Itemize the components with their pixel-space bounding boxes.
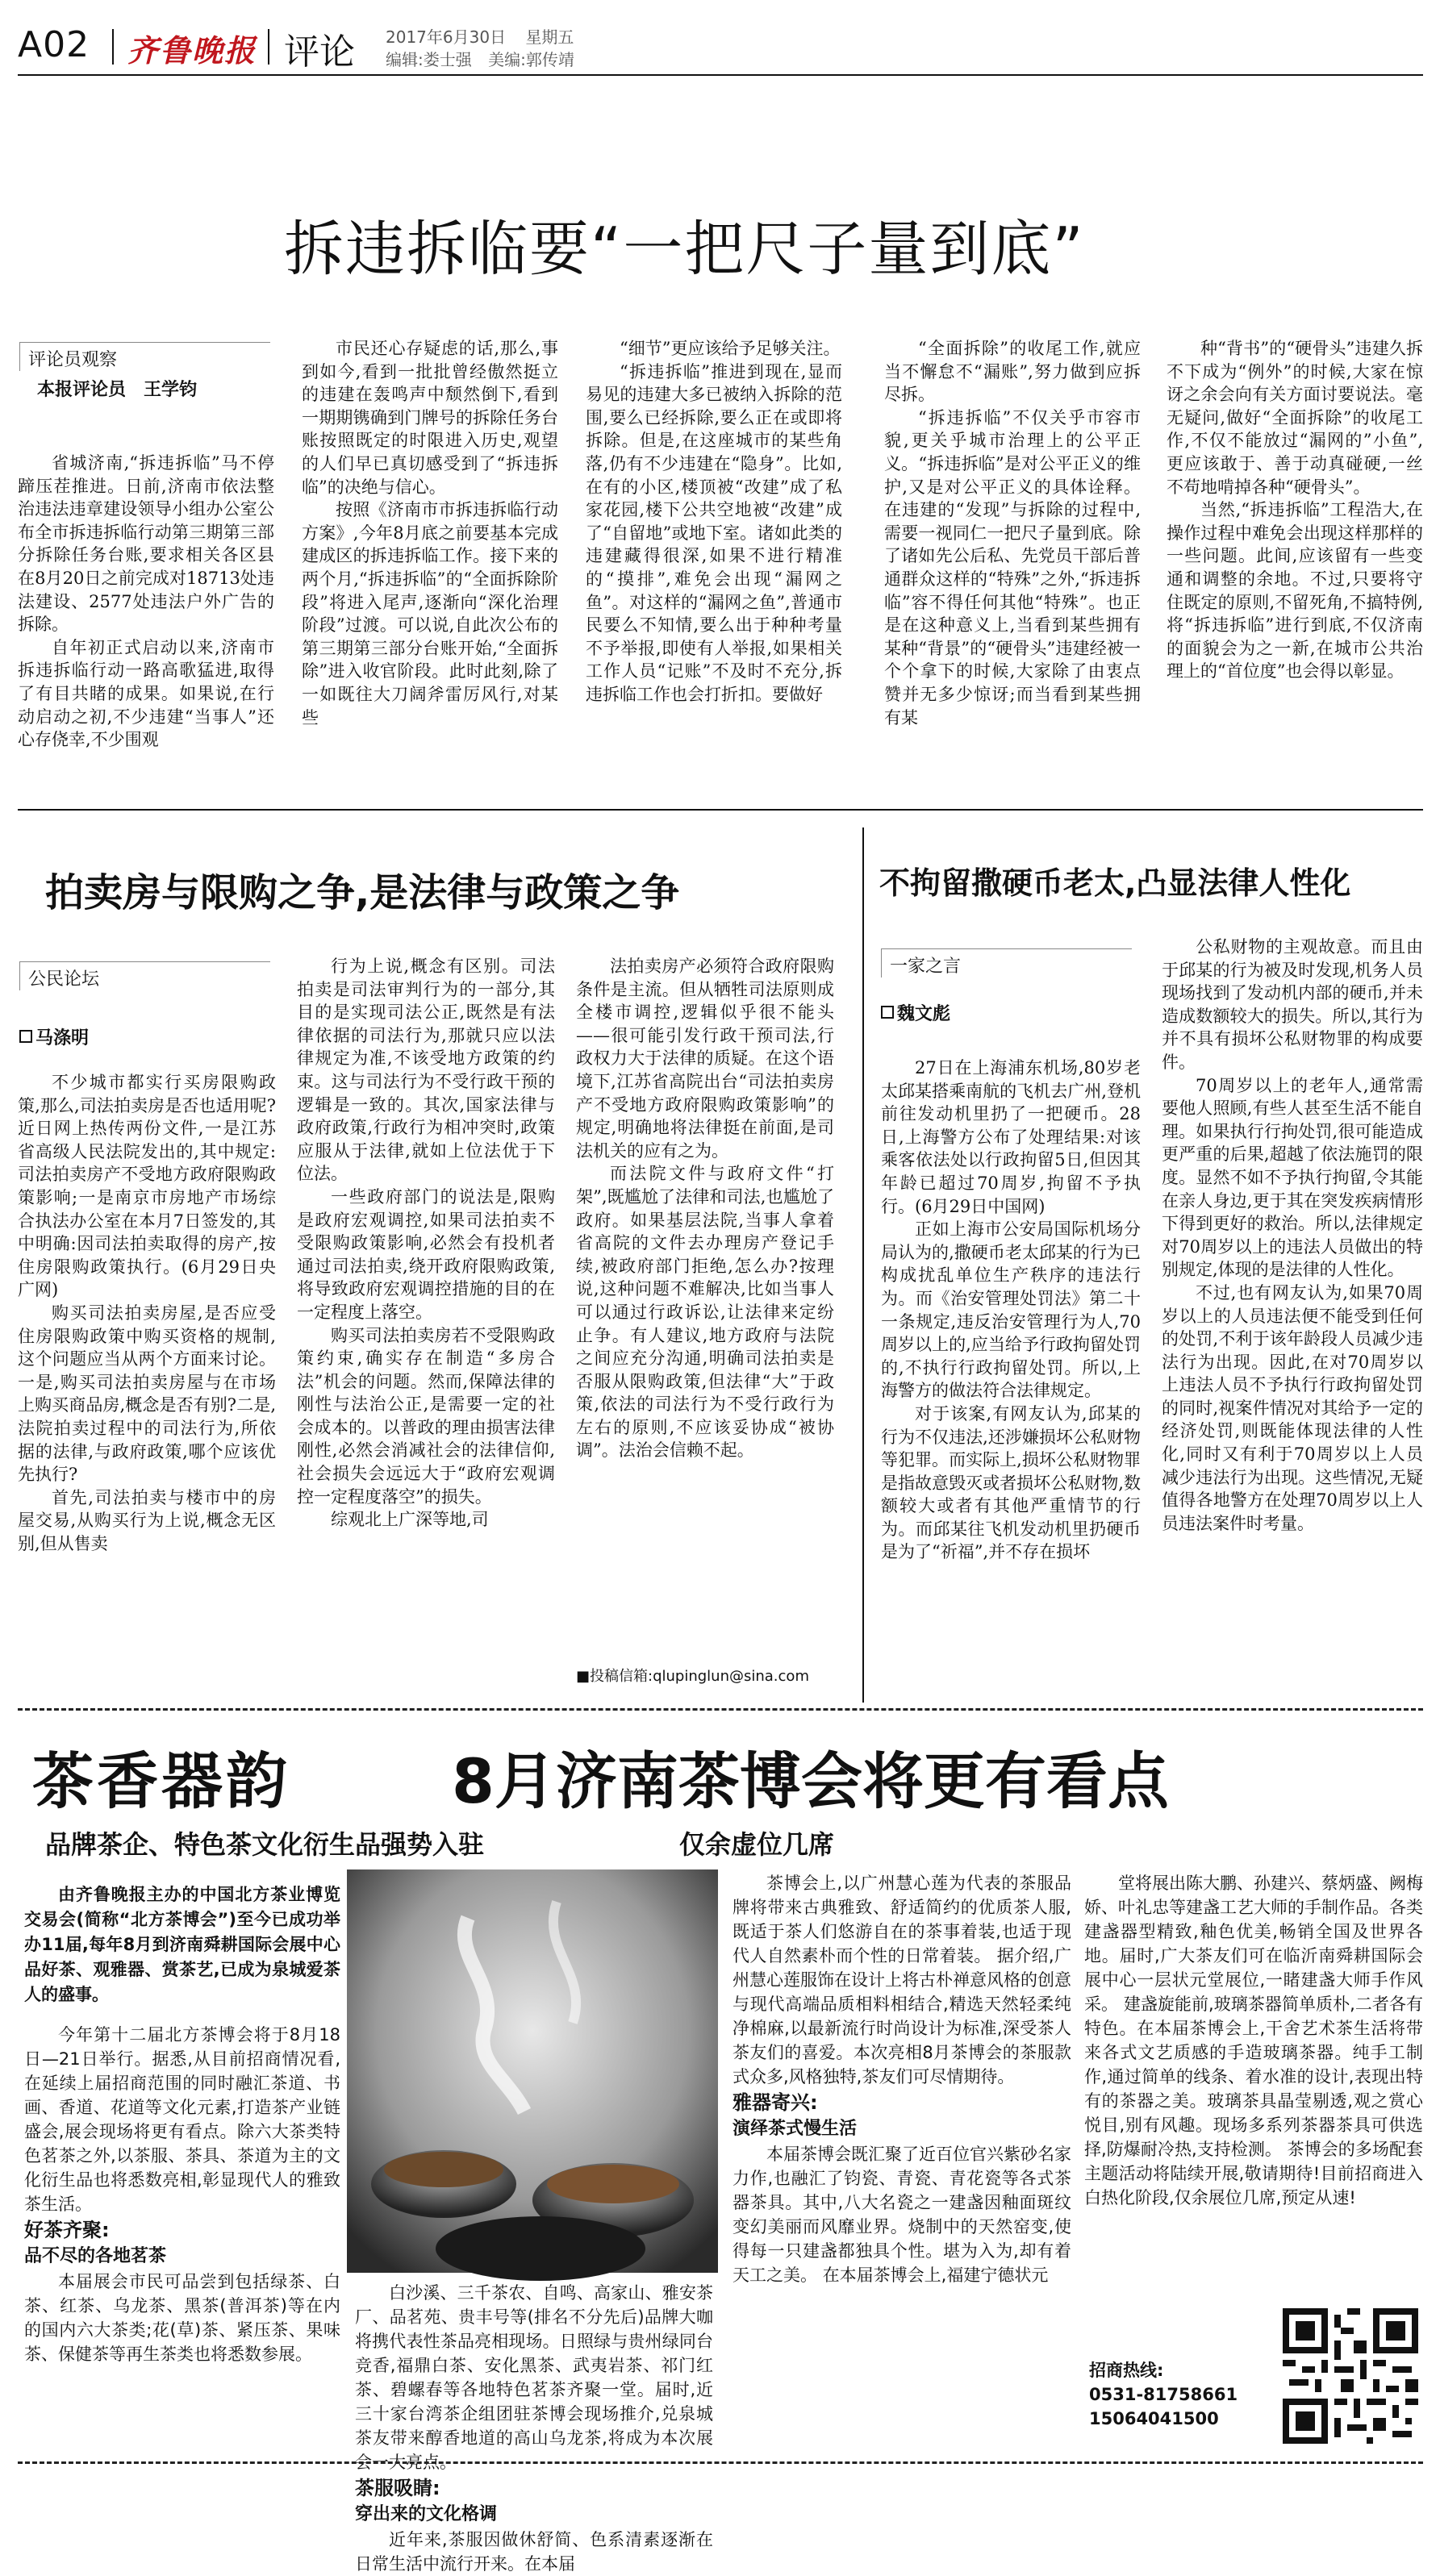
- section-name: 评论: [284, 31, 355, 73]
- article-2-col-2: [297, 955, 555, 1690]
- ad-col-2-subhead: 茶服吸睛:: [355, 2477, 440, 2499]
- ad-col-1-subhead-2: 品不尽的各地茗茶: [24, 2246, 167, 2266]
- qr-code-icon[interactable]: [1283, 2308, 1418, 2444]
- weekday: 星期五: [525, 27, 574, 47]
- editor: 编辑:娄士强: [386, 50, 472, 69]
- page-number: A02: [18, 24, 90, 65]
- paragraph: 行为上说,概念有区别。司法拍卖是司法审判行为的一部分,其目的是实现司法公正,既然是有法律依据的司法行为,那就只应以法律规定为准,不该受地方政策的约束。这与司法行为不受行政干预的逻辑是一致的。其次,国家法律与政府政策,行政行为相冲突时,政策应服从于法律,就如上位法优于下位法。: [297, 957, 555, 1184]
- ad-col-1-body: 今年第十二届北方茶博会将于8月18日—21日举行。据悉,从目前招商情况看,在延续上届招商范围的同时融汇茶道、书画、香道、花道等文化元素,打造茶产业链盛会,展会现场将更有看点。除六大茶类特色茗茶之外,以茶服、茶具、茶道为主的文化衍生品也将悉数亮相,彰显现代人的雅致茶生活。: [24, 2025, 340, 2214]
- article-2-col-1: [18, 1071, 276, 1690]
- hotline-number-2: 15064041500: [1089, 2409, 1219, 2428]
- paragraph: 综观北上广深等地,司: [331, 1510, 489, 1530]
- article-2-column-tag: 公民论坛: [19, 961, 270, 990]
- paragraph: 27日在上海浦东机场,80岁老太邱某搭乘南航的飞机去广州,登机前往发动机里扔了一把硬币。28日,上海警方公布了处理结果:对该乘客依法处以行政拘留5日,但因其年龄已超过70周岁,拘留不予执行。(6月29日中国网): [881, 1058, 1141, 1216]
- paragraph: 省城济南,“拆违拆临”马不停蹄压茬推进。日前,济南市依法整治违法违章建设领导小组办公室公布全市拆违拆临行动第三期第三部分拆除任务台账,要求相关各区县在8月20日之前完成对18713处违法建设、2577处违法户外广告的拆除。: [18, 453, 274, 635]
- article-divider: [862, 827, 864, 1703]
- paragraph: 购买司法拍卖房若不受限购政策约束,确实存在制造“多房合法”机会的问题。然而,保障法律的刚性与法治公正,是需要一定的社会成本的。以普政的理由损害法律刚性,必然会消减社会的法律信仰,社会损失会远远大于“政府宏观调控一定程度落空”的损失。: [297, 1325, 555, 1507]
- article-3-col-1: [881, 1057, 1141, 1690]
- ad-col-2-tail: 近年来,茶服因做休舒简、色系清素逐渐在日常生活中流行开来。在本届: [355, 2530, 713, 2574]
- article-3-author-name: 魏文彪: [897, 1004, 951, 1024]
- ad-col-3-tail: 本届茶博会既汇聚了近百位官兴紫砂名家力作,也融汇了钧瓷、青瓷、青花瓷等各式茶器茶具。其中,八大名瓷之一建盏因釉面斑纹变幻美丽而风靡业界。烧制中的天然窑变,使得每一只建盏都独具个性。堪为入为,却有着天工之美。 在本届茶博会上,福建宁德状元: [733, 2145, 1071, 2285]
- ad-col-2-subhead-2: 穿出来的文化格调: [355, 2504, 498, 2524]
- paper-logo: 齐鲁晚报: [127, 32, 257, 69]
- paragraph: 70周岁以上的老年人,通常需要他人照顾,有些人甚至生活不能自理。如果执行行拘处罚,很可能造成更严重的后果,超越了依法施罚的限度。显然不如不予执行拘留,令其能在亲人身边,更于其在突发疾病情形下得到更好的救治。所以,法律规定对70周岁以上的违法人员做出的特别规定,体现的是法律的人性化。: [1162, 1075, 1423, 1280]
- tea-photo: [347, 1869, 718, 2273]
- advertorial-bottom-border: [18, 2461, 1423, 2464]
- article-2-author-name: 马涤明: [35, 1028, 90, 1048]
- paragraph: 而法院文件与政府文件“打架”,既尴尬了法律和司法,也尴尬了政府。如果基层法院,当事人拿着省高院的文件去办理房产登记手续,被政府部门拒绝,怎么办?按理说,这种问题不难解决,比如当事人可以通过行政诉讼,让法律来定纷止争。有人建议,地方政府与法院之间应充分沟通,明确司法拍卖是否服从限购政策,但法律“大”于政策,依法的司法行为不受行政行为左右的原则,不应该妥协成“被协调”。法治会信赖不起。: [576, 1164, 834, 1461]
- submission-label: ■投稿信箱:: [576, 1668, 653, 1685]
- paragraph: “全面拆除”的收尾工作,就应当不懈怠不“漏账”,努力做到应拆尽拆。: [884, 339, 1141, 405]
- issue-date: [386, 24, 574, 48]
- article-1-author: 本报评论员 王学钧: [37, 380, 198, 400]
- paragraph: 首先,司法拍卖与楼市中的房屋交易,从购买行为上说,概念无区别,但从售卖: [18, 1487, 276, 1553]
- paragraph: 购买司法拍卖房屋,是否应受住房限购政策中购买资格的规制,这个问题应当从两个方面来讨论。一是,购买司法拍卖房屋与在市场上购买商品房,概念是否有别?二是,法院拍卖过程中的司法行为,所依据的法律,与政府政策,哪个应该优先执行?: [18, 1303, 276, 1485]
- ad-col-3-subhead: 雅器寄兴:: [733, 2091, 818, 2114]
- paragraph: 公私财物的主观故意。而且由于邱某的行为被及时发现,机务人员现场找到了发动机内部的硬币,并未造成数额较大的损失。所以,其行为并不具有损坏公私财物罪的构成要件。: [1162, 937, 1423, 1072]
- ad-col-4: [1084, 1871, 1423, 2290]
- article-3-title: 不拘留撒硬币老太,凸显法律人性化: [879, 865, 1351, 901]
- advertorial-top-border: [18, 1708, 1423, 1711]
- ad-headline-left: 茶香器韵: [32, 1745, 290, 1817]
- paragraph: 对于该案,有网友认为,邱某的行为不仅违法,还涉嫌损坏公私财物等犯罪。而实际上,损坏公私财物罪是指故意毁灭或者损坏公私财物,数额较大或者有其他严重情节的行为。而邱某往飞机发动机里扔硬币是为了“祈福”,并不存在损坏: [881, 1403, 1141, 1562]
- article-1-col-2: [302, 337, 558, 790]
- ad-col-4-body: 堂将展出陈大鹏、孙建兴、蔡炳盛、阙梅娇、叶礼忠等建盏工艺大师的手制作品。各类建盏器型精致,釉色优美,畅销全国及世界各地。届时,广大茶友们可在临沂南舜耕国际会展中心一层状元堂展位,一睹建盏大师手作风采。 建盏旋能前,玻璃茶器简单质朴,二者各有特色。在本届茶博会上,干舍艺术茶生活将带来各式文艺质感的手造玻璃茶器。纯手工制作,通过简单的线条、着水准的设计,表现出特有的茶器之美。玻璃茶具晶莹剔透,观之赏心悦目,别有风趣。现场多系列茶器茶具可供选择,防爆耐冷热,支持检测。 茶博会的多场配套主题活动将陆续开展,敬请期待!目前招商进入白热化阶段,仅余展位几席,预定从速!: [1084, 1874, 1423, 2207]
- submission-address: qlupinglun@sina.com: [653, 1668, 809, 1685]
- ad-col-3-body: 茶博会上,以广州慧心莲为代表的茶服品牌将带来古典雅致、舒适简约的优质茶人服,既适于茶人们悠游自在的茶事着装,也适于现代人自然素朴而个性的日常着装。 据介绍,广州慧心莲服饰在设计上将古朴禅意风格的创意与现代高端品质相料相结合,精选天然轻柔纯净棉麻,以最新流行时尚设计为标准,深受茶人茶友们的喜爱。本次亮相8月茶博会的茶服款式众多,风格独特,茶友们可尽情期待。: [733, 1874, 1071, 2086]
- author-square-icon: [881, 1006, 894, 1019]
- masthead-rule: [18, 74, 1423, 76]
- submission-email: [576, 1665, 809, 1686]
- paragraph: 法拍卖房产必须符合政府限购条件是主流。但从牺牲司法原则成全楼市调控,逻辑似乎很不能头——很可能引发行政干预司法,行政权力大于法律的质疑。在这个语境下,江苏省高院出台“司法拍卖房产不受地方政府限购政策影响”的规定,明确地将法律挺在前面,是司法机关的应有之为。: [576, 957, 834, 1161]
- article-1-col-4: [884, 337, 1141, 790]
- ad-lead-text: 由齐鲁晚报主办的中国北方茶业博览交易会(简称“北方茶博会”)至今已成功举办11届,每年8月到济南舜耕国际会展中心品好茶、观雅器、赏茶艺,已成为泉城爱茶人的盛事。: [24, 1885, 340, 2004]
- article-2-col-3: [576, 955, 834, 1655]
- masthead-divider: [112, 29, 114, 65]
- article-1-column-tag: 评论员观察: [19, 342, 270, 371]
- ad-subhead-2: 仅余虚位几席: [679, 1829, 835, 1860]
- masthead-divider: [268, 29, 269, 65]
- art-editor: 美编:郭传靖: [488, 50, 574, 69]
- ad-hotline: [1089, 2358, 1267, 2431]
- article-1-col-1: [18, 452, 274, 790]
- article-1-title: 拆违拆临要“一把尺子量到底”: [284, 215, 1085, 284]
- article-2-author: [19, 1024, 89, 1049]
- paragraph: “细节”更应该给予足够关注。: [620, 339, 841, 358]
- article-1-col-3: [586, 337, 842, 790]
- ad-lead: [24, 1882, 340, 2011]
- paragraph: 不少城市都实行买房限购政策,那么,司法拍卖房是否也适用呢?近日网上热传两份文件,一是江苏省高级人民法院发出的,其中规定:司法拍卖房产不受地方政府限购政策影响;一是南京市房地产市场综合执法办公室在本月7日签发的,其中明确:因司法拍卖取得的房产,按住房限购政策执行。(6月29日央广网): [18, 1073, 276, 1300]
- paragraph: 当然,“拆违拆临”工程浩大,在操作过程中难免会出现这样那样的一些问题。此间,应该留有一些变通和调整的余地。不过,只要将守住既定的原则,不留死角,不搞特例,将“拆违拆临”进行到底,不仅济南的面貌会为之一新,在城市公共治理上的“首位度”也会得以彰显。: [1167, 500, 1423, 682]
- ad-col-3: [733, 1871, 1071, 2458]
- paragraph: 不过,也有网友认为,如果70周岁以上的人员违法便不能受到任何的处罚,不利于该年龄段人员减少违法行为出现。因此,在对70周岁以上违法人员不予执行行政拘留处罚的同时,视案件情况对其给予一定的经济处罚,则既能体现法律的人性化,同时又有利于70周岁以上人员减少违法行为出现。这些情况,无疑值得各地警方在处理70周岁以上人员违法案件时考量。: [1162, 1282, 1423, 1533]
- ad-col-2-body: 白沙溪、三千茶农、自鸣、高家山、雅安茶厂、品茗苑、贵丰号等(排名不分先后)品牌大咖将携代表性茶品亮相现场。日照绿与贵州绿同台竞香,福鼎白茶、安化黑茶、武夷岩茶、祁门红茶、碧螺春等各地特色茗茶齐聚一堂。届时,近三十家台湾茶企组团驻茶博会现场推介,兑泉城茶友带来醇香地道的高山乌龙茶,将成为本次展会一大亮点。: [355, 2283, 713, 2472]
- ad-subhead-1: 品牌茶企、特色茶文化衍生品强势入驻: [45, 1829, 485, 1860]
- paragraph: 一些政府部门的说法是,限购是政府宏观调控,如果司法拍卖不受限购政策影响,必然会有投机者通过司法拍卖,绕开政府限购政策,将导致政府宏观调控措施的目的在一定程度上落空。: [297, 1186, 555, 1322]
- paragraph: 自年初正式启动以来,济南市拆违拆临行动一路高歌猛进,取得了有目共睹的成果。如果说,在行动启动之初,不少违建“当事人”还心存侥幸,不少围观: [18, 637, 274, 750]
- author-square-icon: [19, 1030, 32, 1043]
- article-3-author: [881, 1000, 950, 1025]
- section-rule: [18, 809, 1423, 811]
- paragraph: 按照《济南市市拆违拆临行动方案》,今年8月底之前要基本完成建成区的拆违拆临工作。接下来的两个月,“拆违拆临”的“全面拆除阶段”将进入尾声,逐渐向“深化治理阶段”过渡。可以说,自此次公布的第三期第三部分台账开始,“全面拆除”进入收官阶段。此时此刻,除了一如既往大刀阔斧雷厉风行,对某些: [302, 500, 558, 727]
- date: 2017年6月30日: [386, 27, 507, 47]
- paragraph: “拆违拆临”不仅关乎市容市貌,更关乎城市治理上的公平正义。“拆违拆临”是对公平正义的维护,又是对公平正义的具体诠释。在违建的“发现”与拆除的过程中,需要一视同仁一把尺子量到底。除了诸如先公后私、先党员干部后普通群众这样的“特殊”之外,“拆违拆临”容不得任何其他“特殊”。也正是在这种意义上,当看到某些拥有某种“背景”的“硬骨头”违建经被一个个拿下的时候,大家除了由衷点赞并无多少惊讶;而当看到某些拥有某: [884, 407, 1141, 727]
- ad-col-2: [355, 2281, 713, 2574]
- article-3-col-2: [1162, 936, 1423, 1690]
- paragraph: 正如上海市公安局国际机场分局认为的,撒硬币老太邱某的行为已构成扰乱单位生产秩序的违法行为。而《治安管理处罚法》第二十一条规定,违反治安管理行为人,70周岁以上的,应当给予行政拘留处罚的,不执行行政拘留处罚。所以,上海警方的做法符合法律规定。: [881, 1219, 1141, 1401]
- ad-col-1-subhead: 好茶齐聚:: [24, 2219, 110, 2241]
- hotline-label: 招商热线:: [1089, 2361, 1164, 2380]
- hotline-number-1: 0531-81758661: [1089, 2385, 1238, 2404]
- paragraph: “拆违拆临”推进到现在,显而易见的违建大多已被纳入拆除的范围,要么已经拆除,要么正在或即将拆除。但是,在这座城市的某些角落,仍有不少违建在“隐身”。比如,在有的小区,楼顶被“改建”成了私家花园,楼下公共空地被“改建”成了“自留地”或地下室。诸如此类的违建藏得很深,如果不进行精准的“摸排”,难免会出现“漏网之鱼”。对这样的“漏网之鱼”,普通市民要么不知情,要么出于种种考量不予举报,即使有人举报,如果相关工作人员“记账”不及时不充分,拆违拆临工作也会打折扣。要做好: [586, 361, 842, 704]
- article-2-title: 拍卖房与限购之争,是法律与政策之争: [45, 870, 680, 915]
- ad-col-1-tail: 本届展会市民可品尝到包括绿茶、白茶、红茶、乌龙茶、黑茶(普洱茶)等在内的国内六大茶类;花(草)茶、紧压茶、果味茶、保健茶等再生茶类也将悉数参展。: [24, 2272, 340, 2364]
- article-1-col-5: [1167, 337, 1423, 790]
- ad-col-3-subhead-2: 演绎茶式慢生活: [733, 2119, 858, 2139]
- editors: [386, 47, 574, 70]
- ad-headline-right: 8月济南茶博会将更有看点: [452, 1745, 1169, 1817]
- article-3-column-tag: 一家之言: [881, 948, 1132, 977]
- paragraph: 市民还心存疑虑的话,那么,事到如今,看到一批批曾经傲然挺立的违建在轰鸣声中颓然倒下,看到一期期镌确到门牌号的拆除任务台账按照既定的时限进入历史,观望的人们早已真切感受到了“拆违拆临”的决绝与信心。: [302, 339, 558, 497]
- paragraph: 种“背书”的“硬骨头”违建久拆不下成为“例外”的时候,大家在惊讶之余会向有关方面讨要说法。毫无疑问,做好“全面拆除”的收尾工作,不仅不能放过“漏网的”小鱼”,更应该敢于、善于动真碰硬,一丝不苟地啃掉各种“硬骨头”。: [1167, 339, 1423, 497]
- ad-col-1: [24, 2023, 340, 2458]
